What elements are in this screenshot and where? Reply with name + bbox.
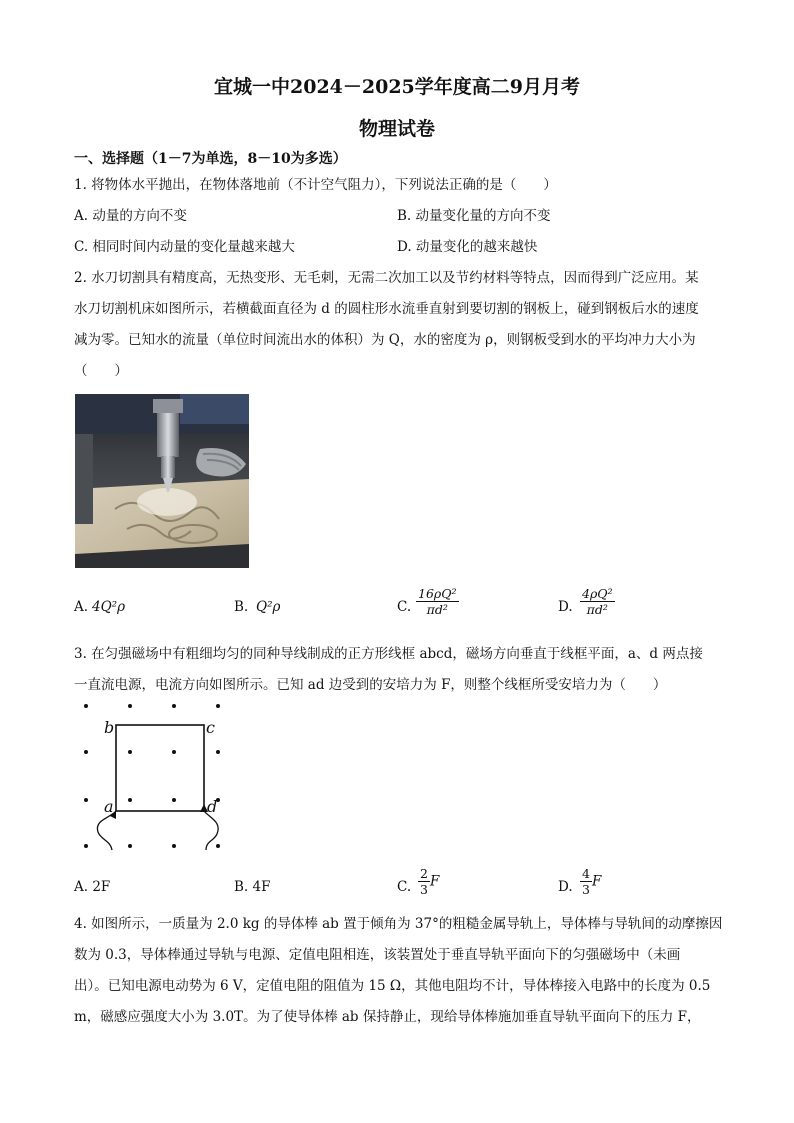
- q3-option-d-label: D.: [558, 879, 573, 895]
- q3-option-c-denominator: 3: [420, 882, 428, 897]
- q3-option-a: A. 2F: [74, 879, 111, 895]
- q2-stem-line2: 水刀切割机床如图所示，若横截面直径为 d 的圆柱形水流垂直射到要切割的钢板上，碰到钢板后水的速度: [74, 301, 699, 317]
- q4-stem-line3: 出）。已知电源电动势为 6 V，定值电阻的阻值为 15 Ω，其他电阻均不计，导体棒接入电路中的长度为 0.5: [74, 978, 711, 994]
- q3-option-c-numerator: 2: [420, 866, 428, 881]
- q3-stem-line1: 3. 在匀强磁场中有粗细均匀的同种导线制成的正方形线框 abcd，磁场方向垂直于线框平面，a、d 两点接: [74, 646, 703, 662]
- q1-option-c: C. 相同时间内动量的变化量越来越大: [74, 239, 295, 255]
- section-heading: 一、选择题（1－7为单选，8－10为多选）: [74, 151, 347, 167]
- q2-option-c-denominator: πd²: [426, 602, 448, 617]
- current-lead-out: [204, 811, 218, 850]
- q2-option-a-label: A.: [74, 599, 89, 615]
- waterjet-cutter-photo: [75, 394, 249, 568]
- vertex-c-label: c: [206, 718, 215, 737]
- square-wire-frame: [116, 725, 204, 811]
- q1-option-b: B. 动量变化量的方向不变: [397, 208, 551, 224]
- q3-option-d-unit: F: [591, 873, 602, 890]
- q2-stem-line3: 减为零。已知水的流量（单位时间流出水的体积）为 Q，水的密度为 ρ，则钢板受到水的平均冲力大小为: [74, 332, 696, 348]
- q2-option-b-expr: Q²ρ: [256, 599, 281, 615]
- q2-option-d-denominator: πd²: [586, 602, 608, 617]
- q2-option-a-expr: 4Q²ρ: [92, 599, 126, 615]
- q3-option-d-fraction: [580, 866, 601, 897]
- q3-option-d-denominator: 3: [582, 882, 590, 897]
- q2-stem-line1: 2. 水刀切割具有精度高，无热变形、无毛刺，无需二次加工以及节约材料等特点，因而得到广泛应用。某: [74, 270, 699, 286]
- q3-option-c-unit: F: [429, 873, 440, 890]
- q2-option-d-numerator: 4ρQ²: [582, 586, 613, 601]
- page-subtitle: 物理试卷: [358, 118, 435, 140]
- q3-option-c-label: C.: [397, 879, 412, 895]
- q3-option-b: B. 4F: [234, 879, 271, 895]
- vertex-b-label: b: [104, 718, 115, 737]
- q2-option-c-label: C.: [397, 599, 412, 615]
- q3-option-c-fraction: [418, 866, 439, 897]
- q4-stem-line4: m，磁感应强度大小为 3.0T。为了使导体棒 ab 保持静止，现给导体棒施加垂直导轨平面向下的压力 F，: [74, 1009, 701, 1025]
- q1-stem: 1. 将物体水平抛出，在物体落地前（不计空气阻力），下列说法正确的是（ ）: [74, 177, 557, 193]
- q3-option-d-numerator: 4: [582, 866, 590, 881]
- q2-option-d-fraction: [580, 586, 615, 617]
- q4-stem-line2: 数为 0.3，导体棒通过导轨与电源、定值电阻相连，该装置处于垂直导轨平面向下的匀强磁场中（未画: [74, 947, 681, 963]
- q2-stem-line4: （ ）: [74, 363, 128, 379]
- vertex-d-label: d: [207, 797, 218, 816]
- q3-stem-line2: 一直流电源，电流方向如图所示。已知 ad 边受到的安培力为 F，则整个线框所受安培力为（ ）: [74, 677, 667, 693]
- q4-stem-line1: 4. 如图所示，一质量为 2.0 kg 的导体棒 ab 置于倾角为 37°的粗糙金属导轨上，导体棒与导轨间的动摩擦因: [74, 916, 723, 932]
- q2-option-d-label: D.: [558, 599, 573, 615]
- q2-option-c-numerator: 16ρQ²: [418, 586, 457, 601]
- q2-option-c-fraction: [416, 586, 459, 617]
- q2-option-b-label: B.: [234, 599, 249, 615]
- vertex-a-label: a: [104, 797, 114, 816]
- page-title: 宜城一中2024－2025学年度高二9月月考: [214, 76, 580, 98]
- q1-option-a: A. 动量的方向不变: [74, 208, 187, 224]
- q1-option-d: D. 动量变化的越来越快: [397, 239, 538, 255]
